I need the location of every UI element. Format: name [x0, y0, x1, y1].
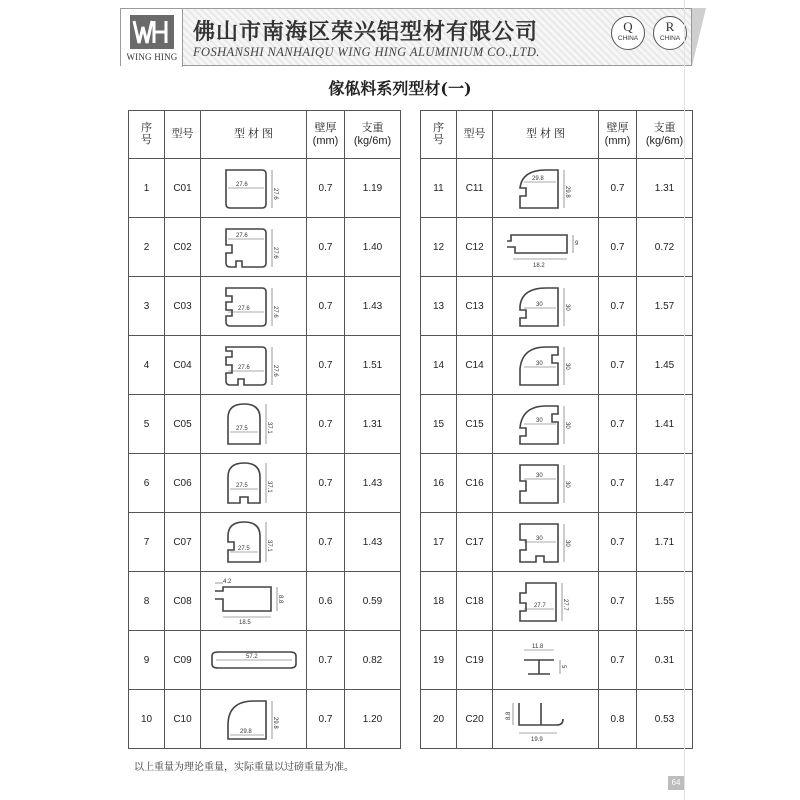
cell-weight: 1.51	[345, 336, 401, 395]
table-header-row	[129, 111, 401, 159]
cell-model: C14	[457, 336, 493, 395]
cell-drawing	[201, 395, 307, 454]
badge-letter: Q	[623, 19, 633, 34]
wing-hing-logo-icon	[130, 15, 174, 49]
dim-label: 30	[535, 473, 543, 479]
dim-label: 5	[559, 665, 566, 669]
cell-wall-thickness: 0.7	[307, 631, 345, 690]
cell-seq: 16	[421, 454, 457, 513]
cell-model: C15	[457, 395, 493, 454]
cell-seq: 1	[129, 159, 165, 218]
profile-c06-drawing	[214, 459, 294, 507]
cell-wall-thickness: 0.7	[599, 631, 637, 690]
table-row	[129, 395, 401, 454]
dim-label: 8.8	[276, 595, 283, 604]
cell-drawing	[201, 454, 307, 513]
profile-c16-drawing	[506, 459, 586, 507]
cell-seq: 18	[421, 572, 457, 631]
header-wall-thickness: 壁厚 (mm)	[307, 111, 345, 159]
dim-label: 27.7	[533, 603, 546, 609]
header-model: 型号	[457, 111, 493, 159]
dim-label: 27.6	[237, 306, 250, 312]
cell-weight: 1.31	[637, 159, 693, 218]
cell-wall-thickness: 0.7	[307, 159, 345, 218]
dim-label: 30	[563, 540, 570, 547]
table-row	[421, 631, 693, 690]
cell-model: C06	[165, 454, 201, 513]
cell-drawing	[493, 454, 599, 513]
cell-model: C13	[457, 277, 493, 336]
profile-c17-drawing	[506, 518, 586, 566]
badge-word: CHINA	[659, 35, 681, 42]
profile-c15-drawing	[506, 400, 586, 448]
dim-label: 18.5	[238, 620, 251, 625]
cell-model: C10	[165, 690, 201, 749]
profile-c12-drawing	[501, 223, 591, 271]
cell-drawing	[201, 218, 307, 277]
cell-model: C16	[457, 454, 493, 513]
cell-drawing	[201, 631, 307, 690]
dim-label: 37.1	[265, 422, 272, 434]
logo-text: WING HING	[126, 52, 178, 62]
table-row	[421, 690, 693, 749]
cell-seq: 6	[129, 454, 165, 513]
cell-weight: 0.82	[345, 631, 401, 690]
table-row	[129, 690, 401, 749]
cell-weight: 1.45	[637, 336, 693, 395]
dim-label: 27.6	[271, 306, 278, 318]
cell-wall-thickness: 0.7	[599, 336, 637, 395]
dim-label: 27.6	[271, 365, 278, 377]
cell-wall-thickness: 0.7	[599, 218, 637, 277]
badge-word: CHINA	[617, 35, 639, 42]
cell-weight: 0.53	[637, 690, 693, 749]
profile-c20-drawing	[501, 695, 591, 743]
dim-label: 27.6	[235, 182, 248, 188]
cell-weight: 0.59	[345, 572, 401, 631]
cell-seq: 17	[421, 513, 457, 572]
cell-weight: 1.43	[345, 454, 401, 513]
cell-seq: 2	[129, 218, 165, 277]
dim-label: 30	[535, 536, 543, 542]
cell-weight: 1.43	[345, 277, 401, 336]
table-row	[421, 454, 693, 513]
profile-c11-drawing	[506, 164, 586, 212]
cell-wall-thickness: 0.8	[599, 690, 637, 749]
profile-table-right	[420, 110, 693, 749]
cell-seq: 19	[421, 631, 457, 690]
dim-label: 11.8	[531, 644, 543, 650]
profile-c03-drawing	[214, 282, 294, 330]
cell-weight: 1.41	[637, 395, 693, 454]
cell-seq: 12	[421, 218, 457, 277]
header-drawing: 型 材 图	[201, 111, 307, 159]
dim-label: 27.7	[561, 599, 568, 611]
cell-model: C09	[165, 631, 201, 690]
cell-weight: 0.72	[637, 218, 693, 277]
cell-wall-thickness: 0.7	[599, 277, 637, 336]
company-header	[120, 8, 692, 66]
table-row	[129, 454, 401, 513]
cell-drawing	[493, 572, 599, 631]
dim-label: 30	[563, 481, 570, 488]
cell-wall-thickness: 0.7	[599, 513, 637, 572]
profile-c04-drawing	[214, 341, 294, 389]
dim-label: 29.8	[563, 186, 570, 198]
dim-label: 27.5	[237, 546, 250, 552]
profile-c07-drawing	[214, 518, 294, 566]
cell-drawing	[493, 395, 599, 454]
cell-seq: 11	[421, 159, 457, 218]
cell-model: C18	[457, 572, 493, 631]
dim-label: 30	[535, 418, 543, 424]
cell-wall-thickness: 0.7	[307, 454, 345, 513]
cell-model: C04	[165, 336, 201, 395]
profile-c02-drawing	[214, 223, 294, 271]
cell-seq: 7	[129, 513, 165, 572]
table-row	[421, 277, 693, 336]
cell-drawing	[493, 159, 599, 218]
table-row	[421, 572, 693, 631]
table-row	[421, 336, 693, 395]
cell-wall-thickness: 0.7	[599, 395, 637, 454]
dim-label: 29.8	[531, 176, 544, 182]
cell-seq: 8	[129, 572, 165, 631]
dim-label: 27.5	[235, 426, 248, 432]
cell-wall-thickness: 0.7	[599, 159, 637, 218]
header-seq: 序号	[421, 111, 457, 159]
cell-drawing	[493, 513, 599, 572]
cell-weight: 1.47	[637, 454, 693, 513]
cell-model: C07	[165, 513, 201, 572]
profile-c09-drawing	[206, 636, 302, 684]
dim-label: 30	[535, 302, 543, 308]
cell-weight: 0.31	[637, 631, 693, 690]
cell-model: C19	[457, 631, 493, 690]
header-model: 型号	[165, 111, 201, 159]
page-number: 64	[668, 776, 684, 790]
cell-model: C05	[165, 395, 201, 454]
cell-wall-thickness: 0.7	[307, 395, 345, 454]
table-row	[421, 513, 693, 572]
dim-label: 27.6	[237, 365, 250, 371]
cell-seq: 20	[421, 690, 457, 749]
profile-c01-drawing	[214, 164, 294, 212]
cell-wall-thickness: 0.7	[599, 454, 637, 513]
cell-wall-thickness: 0.7	[307, 277, 345, 336]
profile-table-left	[128, 110, 401, 749]
table-row	[129, 277, 401, 336]
cell-seq: 3	[129, 277, 165, 336]
weight-footnote: 以上重量为理论重量，实际重量以过磅重量为准。	[134, 762, 354, 773]
table-row	[129, 336, 401, 395]
cell-model: C03	[165, 277, 201, 336]
dim-label: 27.6	[271, 188, 278, 200]
profile-c13-drawing	[506, 282, 586, 330]
table-row	[421, 159, 693, 218]
table-row	[129, 159, 401, 218]
cell-model: C08	[165, 572, 201, 631]
cell-drawing	[493, 690, 599, 749]
cell-wall-thickness: 0.7	[307, 336, 345, 395]
cell-wall-thickness: 0.7	[307, 513, 345, 572]
cell-seq: 13	[421, 277, 457, 336]
cell-model: C02	[165, 218, 201, 277]
dim-label: 18.2	[532, 263, 545, 269]
cell-model: C01	[165, 159, 201, 218]
table-header-row	[421, 111, 693, 159]
cell-weight: 1.19	[345, 159, 401, 218]
header-weight: 支重 (kg/6m)	[637, 111, 693, 159]
cell-drawing	[493, 277, 599, 336]
table-row	[421, 218, 693, 277]
cell-drawing	[201, 690, 307, 749]
page-title: 傢俬料系列型材(一)	[328, 79, 472, 98]
cell-drawing	[201, 159, 307, 218]
profile-c08-drawing	[209, 577, 299, 625]
cell-weight: 1.20	[345, 690, 401, 749]
header-fold-decoration	[692, 8, 706, 66]
header-wall-thickness: 壁厚 (mm)	[599, 111, 637, 159]
cell-seq: 4	[129, 336, 165, 395]
badge-letter: R	[665, 19, 675, 34]
company-name-english: FOSHANSHI NANHAIQU WING HING ALUMINIUM CO.,LTD.	[193, 45, 540, 59]
dim-label: 27.5	[235, 483, 248, 489]
cell-drawing	[493, 336, 599, 395]
company-name-chinese: 佛山市南海区荣兴铝型材有限公司	[193, 19, 539, 45]
dim-label: 37.1	[265, 481, 272, 493]
cell-wall-thickness: 0.7	[307, 690, 345, 749]
cell-weight: 1.40	[345, 218, 401, 277]
table-row	[129, 631, 401, 690]
header-drawing: 型 材 图	[493, 111, 599, 159]
dim-label: 27.6	[271, 247, 278, 259]
registered-badge	[653, 16, 687, 50]
cell-seq: 5	[129, 395, 165, 454]
dim-label: 19.9	[530, 737, 543, 743]
company-logo	[121, 9, 183, 67]
dim-label: 30	[563, 422, 570, 429]
cell-weight: 1.31	[345, 395, 401, 454]
cell-seq: 10	[129, 690, 165, 749]
cell-weight: 1.43	[345, 513, 401, 572]
table-row	[129, 572, 401, 631]
table-row	[129, 218, 401, 277]
dim-label: 30	[563, 363, 570, 370]
cell-model: C12	[457, 218, 493, 277]
cell-wall-thickness: 0.7	[599, 572, 637, 631]
profile-c05-drawing	[214, 400, 294, 448]
dim-label: 8.8	[505, 711, 512, 720]
cell-weight: 1.57	[637, 277, 693, 336]
header-weight: 支重 (kg/6m)	[345, 111, 401, 159]
profile-c10-drawing	[214, 695, 294, 743]
cell-weight: 1.71	[637, 513, 693, 572]
header-seq: 序号	[129, 111, 165, 159]
profile-c19-drawing	[506, 636, 586, 684]
dim-label: 30	[535, 361, 543, 367]
dim-label: 37.1	[265, 540, 272, 552]
cell-drawing	[493, 218, 599, 277]
dim-label: 57.2	[245, 654, 258, 660]
cell-drawing	[201, 513, 307, 572]
cell-wall-thickness: 0.6	[307, 572, 345, 631]
profile-c18-drawing	[506, 577, 586, 625]
cell-model: C11	[457, 159, 493, 218]
cell-drawing	[201, 572, 307, 631]
dim-label: 30	[563, 304, 570, 311]
quality-badge	[611, 16, 645, 50]
cell-seq: 15	[421, 395, 457, 454]
table-row	[421, 395, 693, 454]
cell-drawing	[493, 631, 599, 690]
table-row	[129, 513, 401, 572]
dim-label: 4.2	[222, 579, 231, 585]
cell-wall-thickness: 0.7	[307, 218, 345, 277]
page-edge-divider	[684, 0, 685, 800]
dim-label: 29.8	[239, 729, 252, 735]
cell-drawing	[201, 336, 307, 395]
profile-c14-drawing	[506, 341, 586, 389]
dim-label: 29.8	[271, 717, 278, 729]
cell-seq: 9	[129, 631, 165, 690]
cell-seq: 14	[421, 336, 457, 395]
dim-label: 9	[574, 241, 578, 247]
cell-model: C20	[457, 690, 493, 749]
cell-weight: 1.55	[637, 572, 693, 631]
cell-model: C17	[457, 513, 493, 572]
dim-label: 27.6	[235, 233, 248, 239]
cell-drawing	[201, 277, 307, 336]
